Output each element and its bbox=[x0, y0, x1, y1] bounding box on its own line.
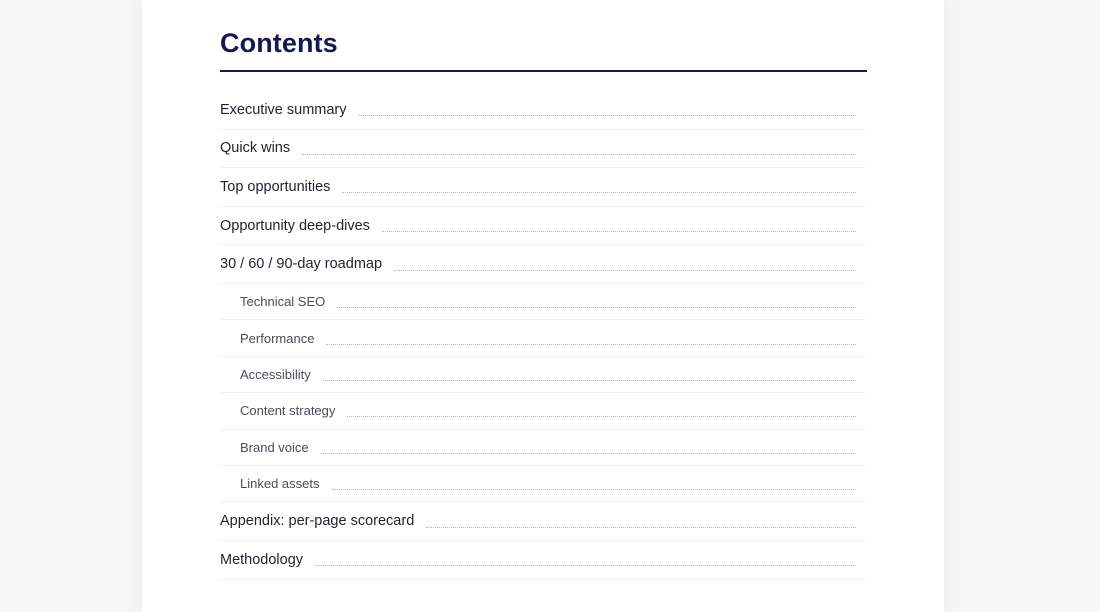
toc-item-label: Opportunity deep-dives bbox=[220, 217, 370, 234]
toc-subitem-content-strategy[interactable] bbox=[220, 393, 865, 429]
toc-leader-dots bbox=[347, 416, 856, 417]
toc-leader-dots bbox=[302, 154, 856, 155]
toc-leader-dots bbox=[332, 489, 857, 490]
toc-item-label: Performance bbox=[240, 330, 315, 346]
toc-subitem-accessibility[interactable] bbox=[220, 357, 865, 393]
toc-subitem-linked-assets[interactable] bbox=[220, 466, 865, 502]
contents-section bbox=[220, 26, 867, 580]
toc-item-label: Executive summary bbox=[220, 101, 347, 118]
toc-item-opportunity-deep-dives[interactable] bbox=[220, 207, 865, 246]
toc-leader-dots bbox=[321, 453, 856, 454]
toc-item-roadmap[interactable] bbox=[220, 245, 865, 284]
toc-item-label: Accessibility bbox=[240, 366, 311, 382]
toc-item-label: Technical SEO bbox=[240, 294, 326, 310]
toc-leader-dots bbox=[323, 380, 856, 381]
toc-list bbox=[220, 91, 865, 580]
toc-item-appendix-scorecard[interactable] bbox=[220, 502, 865, 541]
document-page bbox=[142, 0, 944, 612]
toc-leader-dots bbox=[426, 527, 856, 528]
toc-leader-dots bbox=[337, 307, 856, 308]
toc-item-top-opportunities[interactable] bbox=[220, 168, 865, 207]
toc-leader-dots bbox=[394, 270, 856, 271]
toc-subitem-performance[interactable] bbox=[220, 320, 865, 356]
toc-leader-dots bbox=[382, 231, 856, 232]
toc-item-label: Appendix: per-page scorecard bbox=[220, 513, 415, 530]
toc-item-label: Brand voice bbox=[240, 439, 309, 455]
toc-subitem-brand-voice[interactable] bbox=[220, 430, 865, 466]
toc-item-quick-wins[interactable] bbox=[220, 130, 865, 169]
toc-item-executive-summary[interactable] bbox=[220, 91, 865, 130]
toc-subitem-technical-seo[interactable] bbox=[220, 284, 865, 320]
toc-item-label: 30 / 60 / 90-day roadmap bbox=[220, 256, 383, 273]
title-divider bbox=[220, 70, 867, 72]
contents-title: Contents bbox=[220, 28, 338, 58]
toc-leader-dots bbox=[315, 565, 856, 566]
toc-item-label: Linked assets bbox=[240, 476, 320, 492]
toc-item-label: Quick wins bbox=[220, 140, 291, 157]
toc-leader-dots bbox=[342, 192, 856, 193]
toc-item-label: Content strategy bbox=[240, 403, 336, 419]
toc-leader-dots bbox=[359, 115, 856, 116]
toc-item-label: Methodology bbox=[220, 551, 304, 568]
toc-item-methodology[interactable] bbox=[220, 541, 865, 580]
toc-leader-dots bbox=[326, 344, 856, 345]
toc-item-label: Top opportunities bbox=[220, 178, 331, 195]
